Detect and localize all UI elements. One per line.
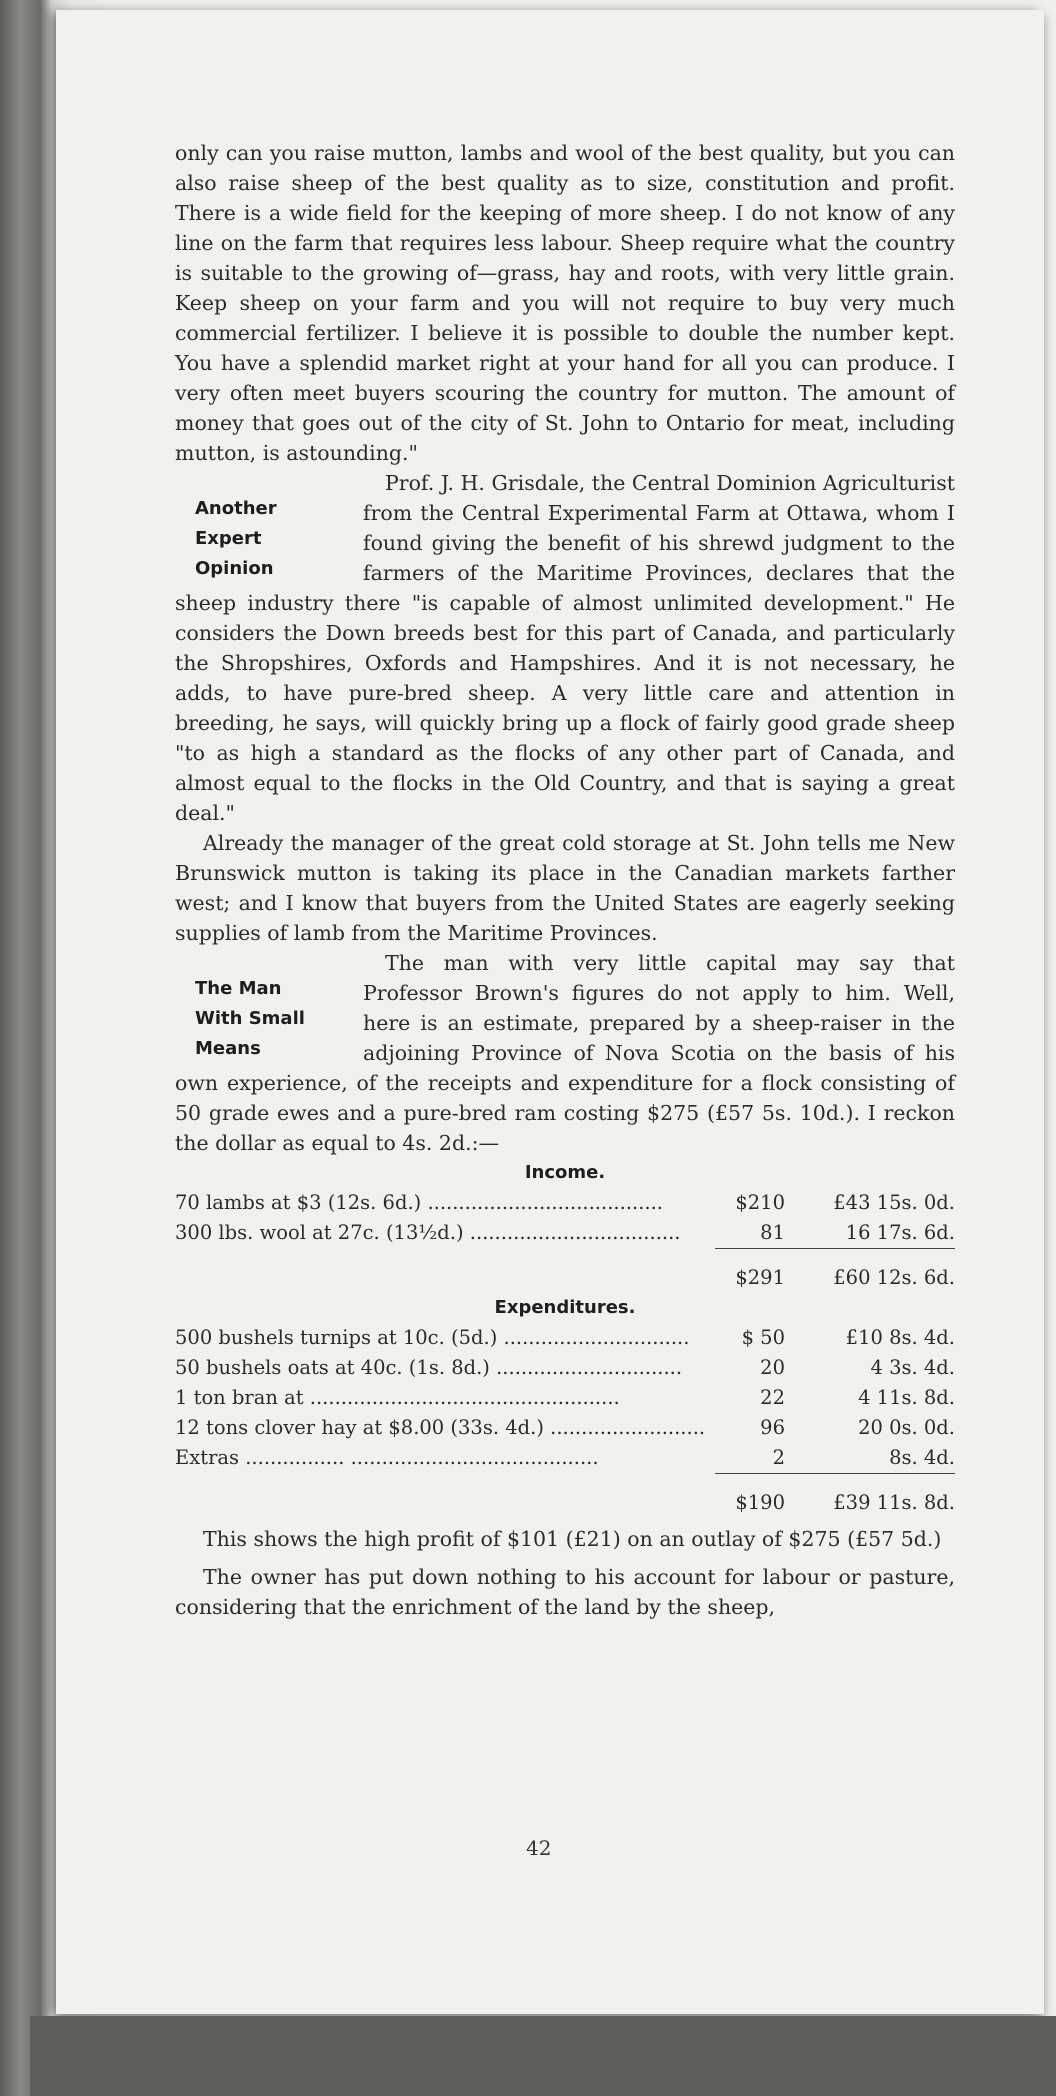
sidenote-line: The Man [195,978,282,999]
sidenote-line: Opinion [195,558,274,579]
table-row [175,1443,955,1474]
row-sterling: £10 8s. 4d. [845,1326,955,1349]
total-dollars: $291 [735,1266,785,1289]
total-sterling: £60 12s. 6d. [833,1266,955,1289]
row-dollars: 20 [760,1356,785,1379]
paragraph-owner: The owner has put down nothing to his account for labour or pasture, considering that the enrichment of the land by the sheep, [175,1565,955,1619]
paragraph-mutton-quote: only can you raise mutton, lambs and wool of the best quality, but you can also raise sheep of the best quality as to size, constitution and profit. There is a wide field for the keeping of more sheep. I do not know of any line on the farm that requires less labour. Sheep require what the country is suitable to the growing of—grass, hay and roots, with very little grain. Keep sheep on your farm and you will not require to buy very much commercial fertilizer. I believe it is possible to double the number kept. You have a splendid market right at your hand for all you can produce. I very often meet buyers scouring the country for mutton. The amount of money that goes out of the city of St. John to Ontario for meat, including mutton, is astounding." [175,141,955,465]
expenditures-table [175,1323,955,1518]
sidenote-line: Expert [195,528,262,549]
sidenote-line: Another [195,498,277,519]
expenditures-heading: Expenditures. [494,1297,636,1318]
page-shadow [30,2016,1056,2096]
table-row [175,1218,955,1249]
sidenote-line: Means [195,1038,261,1059]
sidenote-line: With Small [195,1008,305,1029]
expenditures-total-row [175,1488,955,1518]
income-table [175,1188,955,1293]
row-sterling: 8s. 4d. [889,1446,955,1469]
row-description: 50 bushels oats at 40c. (1s. 8d.) .............................. [175,1356,683,1379]
table-row [175,1413,955,1443]
row-description: 300 lbs. wool at 27c. (13½d.) .................................. [175,1221,681,1244]
table-row [175,1323,955,1353]
table-row [175,1188,955,1218]
paragraph-cold-storage: Already the manager of the great cold storage at St. John tells me New Brunswick mutton is taking its place in the Canadian markets farther west; and I know that buyers from the United States are eagerly seeking supplies of lamb from the Maritime Provinces. [175,831,955,945]
income-total-row [175,1263,955,1293]
row-dollars: $210 [735,1191,785,1214]
row-description: 1 ton bran at .................................................. [175,1386,620,1409]
sidenote-another-expert-opinion [195,494,353,584]
table-row [175,1353,955,1383]
row-description: 500 bushels turnips at 10c. (5d.) .............................. [175,1326,690,1349]
row-dollars: 96 [760,1416,785,1439]
total-dollars: $190 [735,1491,785,1514]
total-rule [715,1249,955,1264]
row-description: 12 tons clover hay at $8.00 (33s. 4d.) ......................... [175,1416,706,1439]
table-row [175,1383,955,1413]
row-sterling: 20 0s. 0d. [858,1416,955,1439]
row-dollars: 2 [772,1446,785,1469]
row-description: 70 lambs at $3 (12s. 6d.) ...................................... [175,1191,663,1214]
income-heading: Income. [524,1162,606,1183]
row-dollars: 81 [760,1221,785,1244]
row-description: Extras ................ ........................................ [175,1446,599,1469]
paragraph-small-capital: The man with very little capital may say that Professor Brown's figures do not apply to him. Well, here is an estimate, prepared by a sheep-raiser in the adjoining Province of Nova Scotia on the basis of his own experience, of the receipts and expenditure for a flock consisting of 50 grade ewes and a pure-bred ram costing $275 (£57 5s. 10d.). I reckon the dollar as equal to 4s. 2d.:— [175,951,955,1155]
row-sterling: 4 11s. 8d. [858,1386,955,1409]
row-sterling: 4 3s. 4d. [870,1356,955,1379]
page-body [175,138,955,1622]
sidenote-man-with-small-means [195,974,353,1064]
page-number: 42 [526,1836,552,1860]
total-sterling: £39 11s. 8d. [833,1491,955,1514]
total-rule [715,1474,955,1489]
paragraph-grisdale: Prof. J. H. Grisdale, the Central Dominion Agriculturist from the Central Experimental Farm at Ottawa, whom I found giving the benefit of his shrewd judgment to the farmers of the Maritime Provinces, declares that the sheep industry there "is capable of almost unlimited development." He considers the Down breeds best for this part of Canada, and particularly the Shropshires, Oxfords and Hampshires. And it is not necessary, he adds, to have pure-bred sheep. A very little care and attention in breeding, he says, will quickly bring up a flock of fairly good grade sheep "to as high a standard as the flocks of any other part of Canada, and almost equal to the flocks in the Old Country, and that is saying a great deal." [175,471,955,825]
row-sterling: £43 15s. 0d. [833,1191,955,1214]
row-dollars: 22 [760,1386,785,1409]
paragraph-profit: This shows the high profit of $101 (£21) on an outlay of $275 (£57 5d.) [203,1527,942,1551]
row-dollars: $ 50 [741,1326,785,1349]
row-sterling: 16 17s. 6d. [845,1221,955,1244]
